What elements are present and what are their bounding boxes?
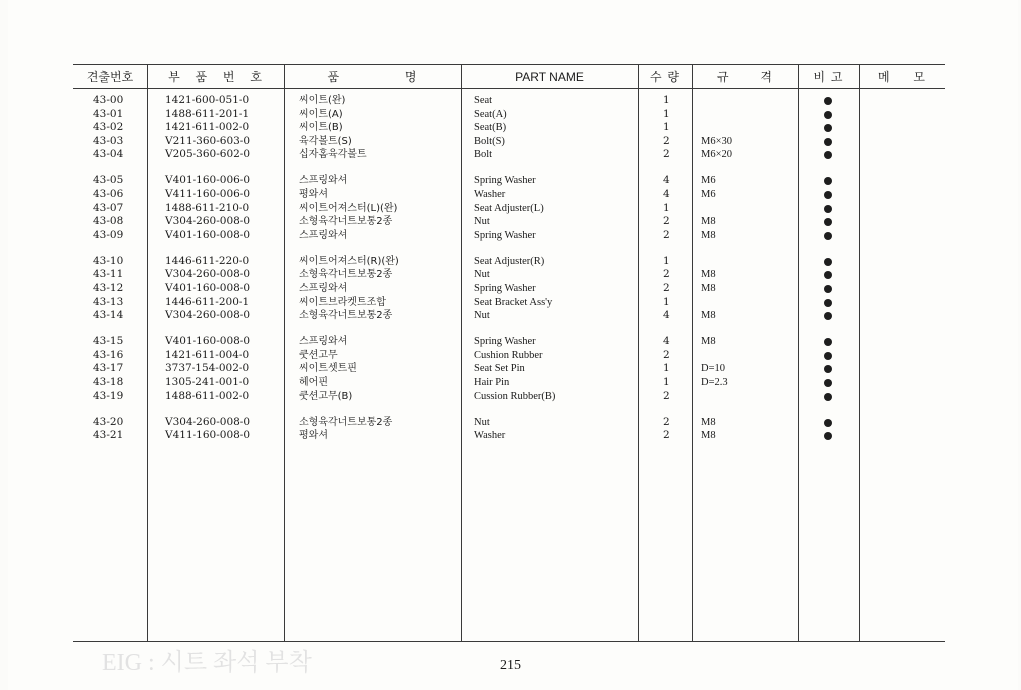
- spec-cell: M8: [701, 216, 716, 228]
- quantity-cell: 2: [663, 389, 670, 402]
- header-spec: 규 격: [717, 70, 773, 84]
- index-no-cell: 43-04: [93, 148, 124, 161]
- index-no-cell: 43-21: [93, 429, 124, 442]
- part-number-cell: 1421-611-002-0: [165, 121, 250, 134]
- part-number-cell: 1446-611-220-0: [165, 254, 250, 267]
- page-number: 215: [500, 658, 521, 673]
- table-row: [0, 416, 1021, 430]
- header-korean-name: 품 명: [327, 70, 418, 84]
- table-row: [0, 148, 1021, 162]
- spec-cell: M8: [701, 229, 716, 241]
- korean-name-cell: 쿳션고무: [299, 349, 338, 361]
- table-row: [0, 94, 1021, 108]
- part-name-cell: Seat Adjuster(L): [474, 202, 544, 214]
- spec-cell: M8: [701, 430, 716, 442]
- korean-name-cell: 쿳션고무(B): [299, 390, 353, 402]
- part-number-cell: V211-360-603-0: [165, 134, 251, 147]
- remark-dot-icon: [824, 419, 832, 427]
- korean-name-cell: 소형육각너트보통2종: [299, 416, 393, 428]
- index-no-cell: 43-06: [93, 188, 124, 200]
- remark-dot-icon: [824, 352, 832, 360]
- header-remarks: 비 고: [813, 70, 844, 84]
- part-name-cell: Washer: [474, 189, 506, 200]
- quantity-cell: 2: [663, 348, 670, 361]
- remark-dot-icon: [824, 365, 832, 373]
- quantity-cell: 1: [663, 254, 670, 267]
- remark-dot-icon: [824, 393, 832, 401]
- remark-dot-icon: [824, 97, 832, 105]
- remark-dot-icon: [824, 338, 832, 346]
- part-name-cell: Nut: [474, 416, 490, 428]
- remark-dot-icon: [824, 379, 832, 387]
- quantity-cell: 2: [663, 429, 670, 442]
- part-name-cell: Spring Washer: [474, 175, 536, 187]
- table-row: [0, 255, 1021, 269]
- korean-name-cell: 평와셔: [299, 430, 328, 442]
- part-name-cell: Seat(A): [474, 108, 507, 120]
- index-no-cell: 43-02: [93, 121, 124, 134]
- index-no-cell: 43-09: [93, 228, 124, 241]
- quantity-cell: 2: [663, 415, 670, 428]
- part-name-cell: Seat Bracket Ass'y: [474, 296, 553, 308]
- part-number-cell: V304-260-008-0: [165, 309, 251, 322]
- table-row: [0, 268, 1021, 282]
- header-index-no: 견출번호: [86, 70, 134, 84]
- part-name-cell: Nut: [474, 216, 490, 228]
- spec-cell: D=2.3: [701, 377, 728, 388]
- part-number-cell: 1488-611-002-0: [165, 389, 250, 402]
- remark-dot-icon: [824, 299, 832, 307]
- index-no-cell: 43-20: [93, 415, 124, 428]
- remark-dot-icon: [824, 271, 832, 279]
- quantity-cell: 2: [663, 215, 670, 228]
- quantity-cell: 4: [663, 174, 670, 187]
- part-name-cell: Seat Set Pin: [474, 363, 525, 375]
- part-name-cell: Bolt(S): [474, 135, 505, 147]
- remark-dot-icon: [824, 258, 832, 266]
- part-number-cell: V401-160-006-0: [165, 174, 251, 187]
- table-row: [0, 390, 1021, 404]
- quantity-cell: 4: [663, 188, 670, 200]
- table-row: [0, 376, 1021, 390]
- korean-name-cell: 평와셔: [299, 189, 328, 200]
- index-no-cell: 43-17: [93, 362, 124, 375]
- quantity-cell: 1: [663, 376, 670, 388]
- table-row: [0, 202, 1021, 216]
- header-quantity: 수 량: [650, 70, 680, 84]
- part-number-cell: 1446-611-200-1: [165, 295, 250, 308]
- quantity-cell: 1: [663, 295, 670, 308]
- remark-dot-icon: [824, 232, 832, 240]
- index-no-cell: 43-13: [93, 295, 124, 308]
- table-row: [0, 174, 1021, 188]
- quantity-cell: 2: [663, 282, 670, 294]
- table-row: [0, 362, 1021, 376]
- header-part-number: 부 품 번 호: [168, 70, 263, 84]
- part-number-cell: 1305-241-001-0: [165, 376, 250, 388]
- spec-cell: M6×20: [701, 149, 733, 161]
- remark-dot-icon: [824, 312, 832, 320]
- korean-name-cell: 씨이트(A): [299, 108, 343, 120]
- part-name-cell: Spring Washer: [474, 283, 536, 294]
- quantity-cell: 2: [663, 268, 670, 281]
- spec-cell: M6: [701, 175, 716, 187]
- part-number-cell: 1488-611-201-1: [165, 107, 250, 120]
- remark-dot-icon: [824, 177, 832, 185]
- table-row: [0, 135, 1021, 149]
- table-row: [0, 296, 1021, 310]
- index-no-cell: 43-01: [93, 107, 124, 120]
- table-top-border: [73, 64, 945, 65]
- part-number-cell: V411-160-008-0: [165, 429, 251, 442]
- table-row: [0, 215, 1021, 229]
- part-number-cell: V411-160-006-0: [165, 188, 251, 200]
- table-row: [0, 188, 1021, 202]
- part-name-cell: Spring Washer: [474, 229, 536, 241]
- table-row: [0, 108, 1021, 122]
- table-row: [0, 282, 1021, 296]
- index-no-cell: 43-08: [93, 215, 124, 228]
- quantity-cell: 1: [663, 94, 670, 106]
- quantity-cell: 1: [663, 362, 670, 375]
- remark-dot-icon: [824, 124, 832, 132]
- table-row: [0, 309, 1021, 323]
- quantity-cell: 1: [663, 121, 670, 134]
- bleed-through-text: EIG : 시트 좌석 부착: [102, 650, 312, 676]
- remark-dot-icon: [824, 151, 832, 159]
- table-row: [0, 349, 1021, 363]
- remark-dot-icon: [824, 285, 832, 293]
- quantity-cell: 2: [663, 148, 670, 161]
- part-name-cell: Washer: [474, 430, 506, 442]
- part-number-cell: V401-160-008-0: [165, 228, 251, 241]
- spec-cell: M8: [701, 283, 716, 294]
- remark-dot-icon: [824, 111, 832, 119]
- part-name-cell: Seat Adjuster(R): [474, 255, 545, 267]
- remark-dot-icon: [824, 432, 832, 440]
- table-row: [0, 229, 1021, 243]
- part-number-cell: 3737-154-002-0: [165, 362, 250, 375]
- index-no-cell: 43-12: [93, 282, 124, 294]
- part-number-cell: 1488-611-210-0: [165, 201, 250, 214]
- part-number-cell: V304-260-008-0: [165, 268, 251, 281]
- spec-cell: M6×30: [701, 135, 733, 147]
- korean-name-cell: 씨이트셋트핀: [299, 363, 357, 375]
- quantity-cell: 4: [663, 309, 670, 322]
- korean-name-cell: 소형육각너트보통2종: [299, 216, 393, 228]
- part-name-cell: Nut: [474, 269, 490, 281]
- table-row: [0, 121, 1021, 135]
- index-no-cell: 43-15: [93, 335, 124, 348]
- korean-name-cell: 씨이트어져스터(R)(완): [299, 255, 399, 267]
- korean-name-cell: 스프링와셔: [299, 229, 348, 241]
- korean-name-cell: 씨이트(완): [299, 95, 346, 106]
- table-row: [0, 335, 1021, 349]
- index-no-cell: 43-07: [93, 201, 124, 214]
- part-number-cell: 1421-611-004-0: [165, 348, 250, 361]
- korean-name-cell: 씨이트어져스터(L)(완): [299, 202, 398, 214]
- korean-name-cell: 스프링와셔: [299, 175, 348, 187]
- quantity-cell: 2: [663, 228, 670, 241]
- part-number-cell: V401-160-008-0: [165, 335, 251, 348]
- table-bottom-border: [73, 641, 945, 642]
- header-bottom-border: [73, 88, 945, 89]
- quantity-cell: 1: [663, 201, 670, 214]
- spec-cell: M8: [701, 310, 716, 322]
- korean-name-cell: 헤어핀: [299, 377, 328, 388]
- part-name-cell: Bolt: [474, 149, 493, 161]
- korean-name-cell: 씨이트브라켓트조합: [299, 296, 386, 308]
- index-no-cell: 43-14: [93, 309, 124, 322]
- index-no-cell: 43-05: [93, 174, 124, 187]
- header-part-name: PART NAME: [515, 70, 584, 84]
- korean-name-cell: 스프링와셔: [299, 283, 348, 294]
- part-name-cell: Seat: [474, 95, 493, 106]
- part-name-cell: Cushion Rubber: [474, 349, 543, 361]
- part-number-cell: 1421-600-051-0: [165, 94, 250, 106]
- part-name-cell: Hair Pin: [474, 377, 510, 388]
- remark-dot-icon: [824, 205, 832, 213]
- korean-name-cell: 스프링와셔: [299, 336, 348, 348]
- index-no-cell: 43-19: [93, 389, 124, 402]
- remark-dot-icon: [824, 218, 832, 226]
- spec-cell: M6: [701, 189, 716, 200]
- part-number-cell: V205-360-602-0: [165, 148, 251, 161]
- index-no-cell: 43-03: [93, 134, 124, 147]
- part-number-cell: V304-260-008-0: [165, 215, 251, 228]
- part-name-cell: Seat(B): [474, 122, 507, 134]
- part-number-cell: V401-160-008-0: [165, 282, 251, 294]
- table-row: [0, 429, 1021, 443]
- spec-cell: M8: [701, 416, 716, 428]
- index-no-cell: 43-16: [93, 348, 124, 361]
- korean-name-cell: 소형육각너트보통2종: [299, 310, 393, 322]
- spec-cell: D=10: [701, 363, 726, 375]
- korean-name-cell: 소형육각너트보통2종: [299, 269, 393, 281]
- remark-dot-icon: [824, 138, 832, 146]
- korean-name-cell: 십자홈육각볼트: [299, 149, 367, 161]
- index-no-cell: 43-00: [93, 94, 124, 106]
- part-name-cell: Nut: [474, 310, 490, 322]
- part-name-cell: Cussion Rubber(B): [474, 390, 556, 402]
- quantity-cell: 4: [663, 335, 670, 348]
- spec-cell: M8: [701, 336, 716, 348]
- quantity-cell: 1: [663, 107, 670, 120]
- index-no-cell: 43-18: [93, 376, 124, 388]
- header-memo: 메 모: [878, 70, 926, 84]
- korean-name-cell: 씨이트(B): [299, 122, 343, 134]
- index-no-cell: 43-11: [93, 268, 124, 281]
- part-name-cell: Spring Washer: [474, 336, 536, 348]
- remark-dot-icon: [824, 191, 832, 199]
- korean-name-cell: 육각볼트(S): [299, 135, 352, 147]
- spec-cell: M8: [701, 269, 716, 281]
- index-no-cell: 43-10: [93, 254, 124, 267]
- part-number-cell: V304-260-008-0: [165, 415, 251, 428]
- quantity-cell: 2: [663, 134, 670, 147]
